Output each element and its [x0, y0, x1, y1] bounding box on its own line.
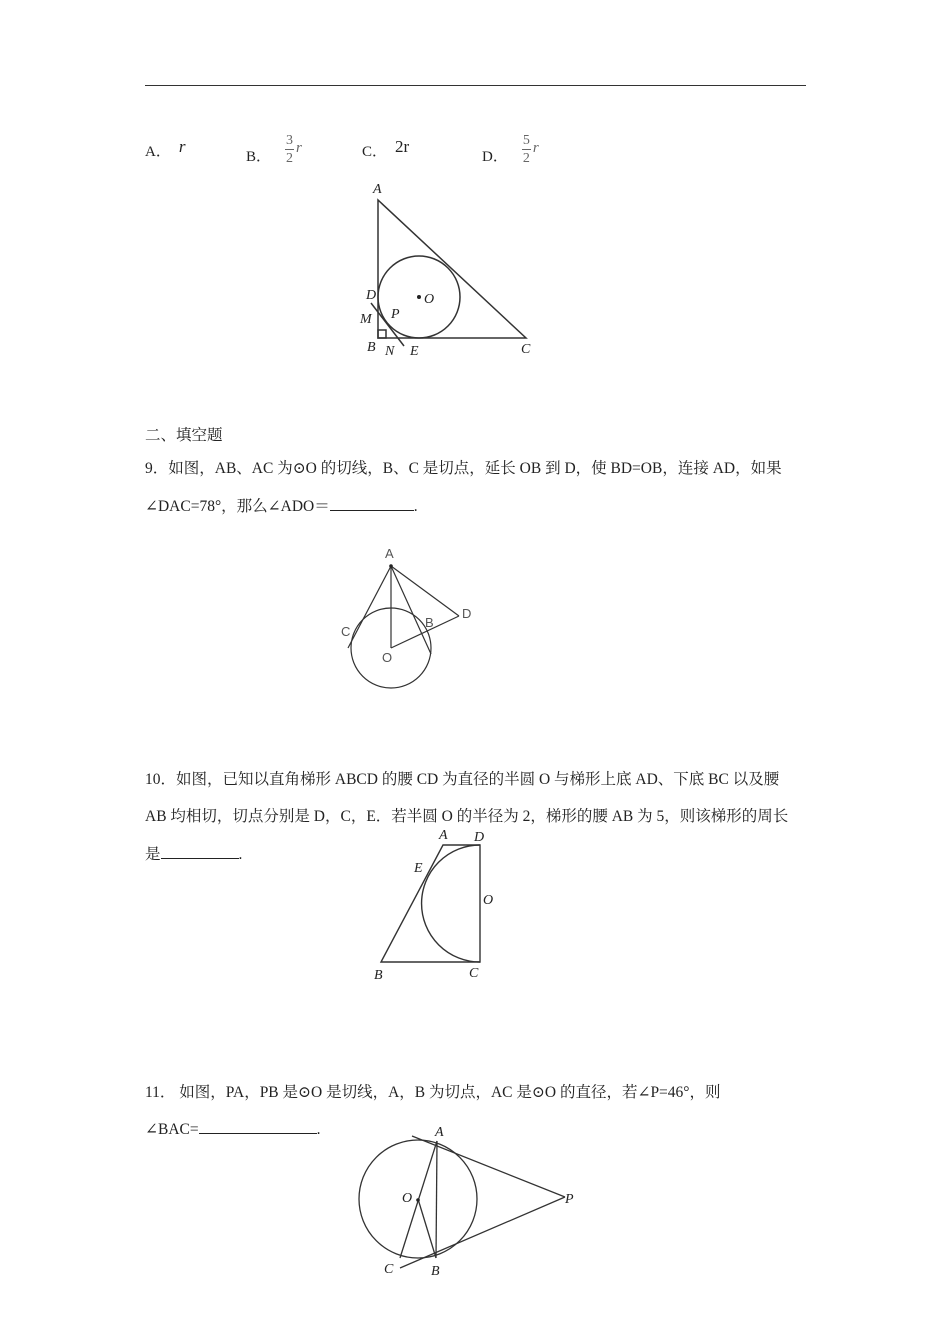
label-b: B: [425, 615, 434, 630]
label-c: C: [521, 342, 531, 357]
option-a: A． r: [145, 137, 186, 160]
label-m: M: [360, 312, 372, 327]
label-a: A: [373, 182, 382, 197]
label-b: B: [374, 968, 383, 983]
label-b: B: [367, 340, 376, 355]
option-d: D． $\frac{5}{2}$ r: [482, 133, 539, 166]
label-n: N: [385, 344, 395, 359]
label-o: O: [402, 1191, 413, 1206]
label-b: B: [431, 1264, 440, 1279]
label-o: O: [424, 292, 435, 307]
q9-line1: 9．如图，AB、AC 为⊙O 的切线，B、C 是切点，延长 OB 到 D，使 BD=OB，连接 AD，如果: [145, 460, 782, 477]
label-e: E: [414, 861, 423, 876]
label-c: C: [469, 966, 479, 981]
option-c: C． 2r: [362, 137, 410, 160]
label-c: C: [384, 1262, 394, 1277]
q10-line2: AB 均相切，切点分别是 D，C，E．若半圆 O 的半径为 2，梯形的腰 AB 为 5，则该梯形的周长: [145, 808, 789, 825]
fraction: $\frac{5}{2}$: [522, 133, 530, 166]
label-a: A: [439, 828, 448, 843]
label-a: A: [435, 1125, 444, 1140]
label-d: D: [366, 288, 377, 303]
label-a: A: [385, 546, 394, 561]
label-d: D: [474, 830, 485, 845]
label-p: P: [565, 1192, 574, 1207]
label-e: E: [410, 344, 419, 359]
fraction: $\frac{3}{2}$: [286, 133, 294, 166]
section-heading: 二、填空题: [145, 427, 223, 444]
option-b: B． $\frac{3}{2}$ r: [246, 133, 302, 166]
label-c: C: [341, 624, 351, 639]
q10-line1: 10．如图，已知以直角梯形 ABCD 的腰 CD 为直径的半圆 O 与梯形上底 AD、下底 BC 以及腰: [145, 771, 780, 788]
label-p: P: [391, 307, 400, 322]
q10-line3: 是 .: [145, 846, 243, 863]
label-d: D: [462, 606, 472, 621]
q9-line2: ∠DAC=78°，那么∠ADO＝ .: [145, 498, 418, 515]
label-o: O: [382, 650, 393, 665]
q11-line1: 11． 如图，PA，PB 是⊙O 是切线，A，B 为切点，AC 是⊙O 的直径，若∠P=46°，则: [145, 1084, 721, 1101]
label-o: O: [483, 893, 494, 908]
q11-line2: ∠BAC= .: [145, 1121, 321, 1138]
